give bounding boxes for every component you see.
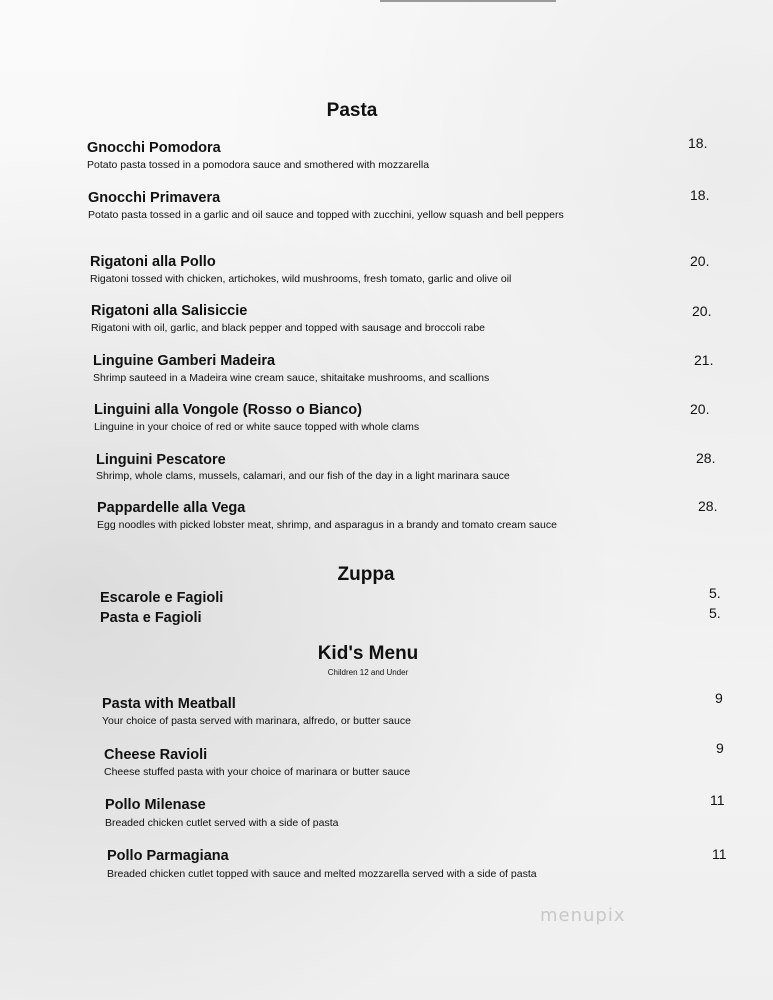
item-name: Escarole e Fagioli	[100, 590, 224, 606]
section-subtitle-kids: Children 12 and Under	[327, 668, 409, 677]
item-name: Linguini alla Vongole (Rosso o Bianco)	[94, 402, 362, 418]
item-name: Linguini Pescatore	[96, 452, 226, 468]
item-price: 28.	[696, 450, 716, 466]
item-price: 5.	[709, 605, 721, 621]
item-price: 20.	[690, 253, 710, 269]
item-name: Rigatoni alla Pollo	[90, 254, 216, 270]
item-name: Linguine Gamberi Madeira	[93, 353, 276, 369]
item-price: 28.	[698, 498, 718, 514]
item-price: 21.	[694, 352, 714, 368]
item-name: Pollo Milenase	[105, 797, 206, 813]
item-description: Shrimp, whole clams, mussels, calamari, and our fish of the day in a light marinara sauce	[96, 470, 510, 482]
item-name: Pappardelle alla Vega	[97, 500, 246, 516]
item-price: 20.	[692, 303, 712, 319]
item-name: Pasta with Meatball	[102, 696, 236, 712]
item-description: Potato pasta tossed in a pomodora sauce and smothered with mozzarella	[87, 159, 430, 171]
item-price: 9	[716, 740, 724, 756]
item-name: Pollo Parmagiana	[107, 848, 229, 864]
item-description: Cheese stuffed pasta with your choice of marinara or butter sauce	[104, 766, 411, 778]
watermark-logo: menupix	[540, 905, 626, 926]
item-description: Breaded chicken cutlet served with a side of pasta	[105, 817, 339, 829]
top-divider	[380, 0, 556, 2]
item-description: Potato pasta tossed in a garlic and oil sauce and topped with zucchini, yellow squash and bell peppers	[88, 209, 564, 221]
item-description: Breaded chicken cutlet topped with sauce and melted mozzarella served with a side of pasta	[107, 868, 537, 880]
item-description: Linguine in your choice of red or white sauce topped with whole clams	[94, 421, 420, 433]
section-title-pasta: Pasta	[326, 100, 378, 121]
item-price: 18.	[688, 135, 708, 151]
item-name: Pasta e Fagioli	[100, 610, 202, 626]
item-description: Rigatoni with oil, garlic, and black pepper and topped with sausage and broccoli rabe	[91, 322, 485, 334]
item-price: 11	[710, 792, 725, 808]
item-name: Cheese Ravioli	[104, 747, 208, 763]
item-name: Rigatoni alla Salisiccie	[91, 303, 248, 319]
item-description: Your choice of pasta served with marinara, alfredo, or butter sauce	[102, 715, 411, 727]
item-description: Rigatoni tossed with chicken, artichokes, wild mushrooms, fresh tomato, garlic and olive oil	[90, 273, 512, 285]
item-price: 9	[715, 690, 723, 706]
section-title-kids: Kid's Menu	[317, 643, 419, 664]
item-description: Shrimp sauteed in a Madeira wine cream sauce, shitaitake mushrooms, and scallions	[93, 372, 490, 384]
item-price: 18.	[690, 187, 710, 203]
section-title-zuppa: Zuppa	[337, 564, 395, 585]
item-name: Gnocchi Primavera	[88, 190, 221, 206]
item-price: 5.	[709, 585, 721, 601]
item-price: 20.	[690, 401, 710, 417]
item-price: 11	[712, 846, 727, 862]
item-name: Gnocchi Pomodora	[87, 140, 221, 156]
item-description: Egg noodles with picked lobster meat, shrimp, and asparagus in a brandy and tomato cream sauce	[97, 519, 557, 531]
